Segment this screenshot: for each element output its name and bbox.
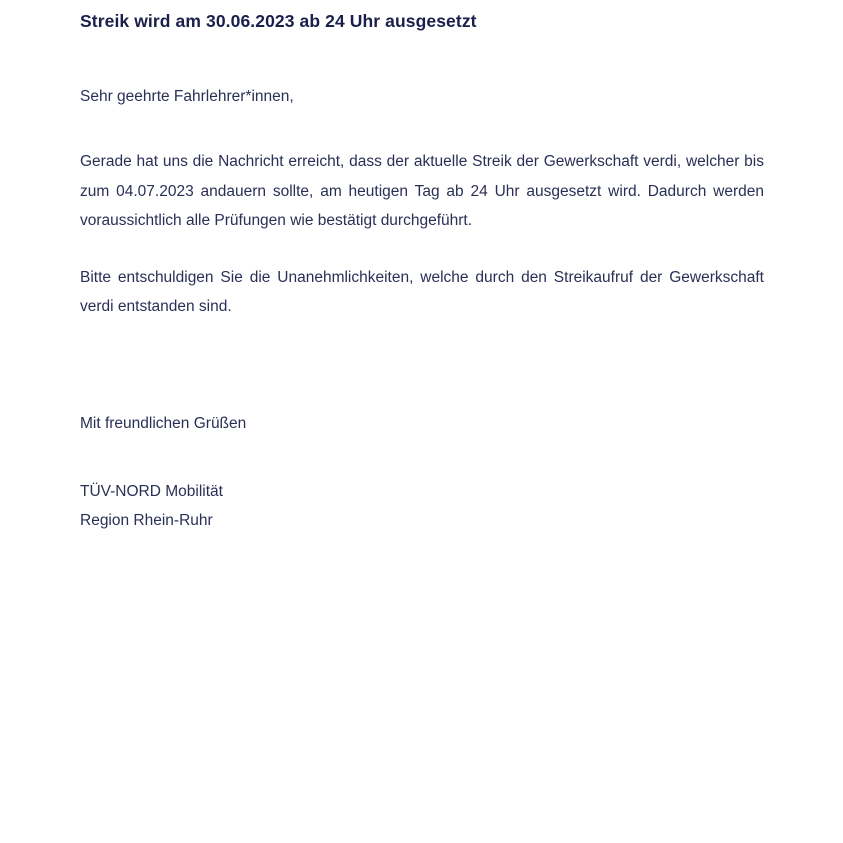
body-paragraph-2: Bitte entschuldigen Sie die Unanehmlichkeiten, welche durch den Streikaufruf der Gewerkschaft verdi entstanden sind. bbox=[80, 268, 764, 316]
page-title: Streik wird am 30.06.2023 ab 24 Uhr ausgesetzt bbox=[80, 11, 477, 31]
closing-block bbox=[80, 322, 764, 433]
document-body bbox=[80, 0, 764, 535]
signature-region: Region Rhein-Ruhr bbox=[80, 512, 213, 530]
body-paragraph-1: Gerade hat uns die Nachricht erreicht, dass der aktuelle Streik der Gewerkschaft verdi, welcher bis zum 04.07.2023 andauern sollte, am heutigen Tag ab 24 Uhr ausgesetzt wird. Dadurch werden voraussichtlich alle Prüfungen wie bestätigt durchgeführt. bbox=[80, 153, 764, 230]
signature-block bbox=[80, 433, 764, 535]
signature-organization: TÜV-NORD Mobilität bbox=[80, 483, 223, 501]
closing-salutation: Mit freundlichen Grüßen bbox=[80, 414, 247, 432]
salutation-line: Sehr geehrte Fahrlehrer*innen, bbox=[80, 87, 294, 105]
